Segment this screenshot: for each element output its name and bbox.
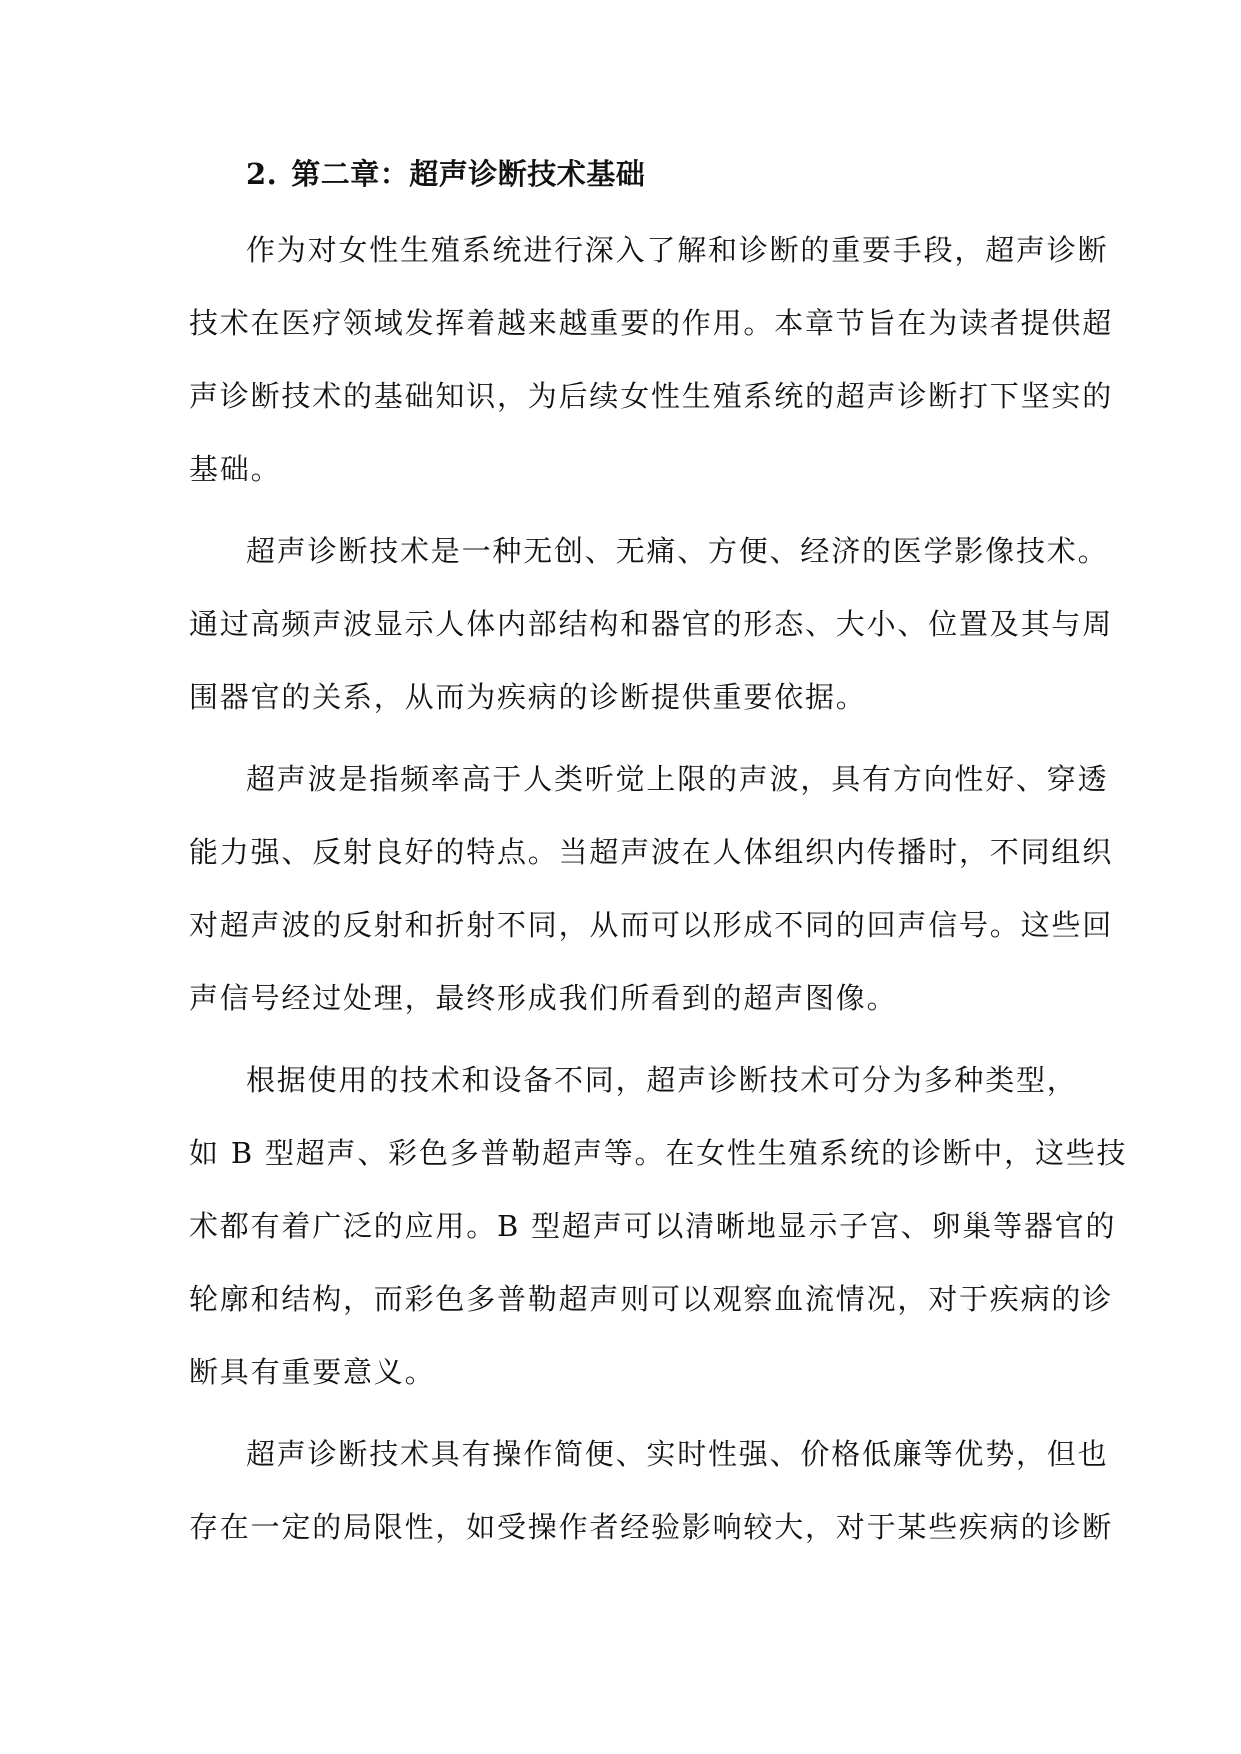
paragraph-line: 术都有着广泛的应用。B 型超声可以清晰地显示子宫、卵巢等器官的 [189,1209,1117,1243]
chapter-number: 2. [246,157,278,191]
paragraph-line: 作为对女性生殖系统进行深入了解和诊断的重要手段，超声诊断 [246,233,1109,267]
paragraph-line: 能力强、反射良好的特点。当超声波在人体组织内传播时，不同组织 [189,835,1114,869]
paragraph-line: 通过高频声波显示人体内部结构和器官的形态、大小、位置及其与周 [189,607,1114,641]
paragraph-line: 超声诊断技术是一种无创、无痛、方便、经济的医学影像技术。 [246,534,1109,568]
paragraph-line: 超声诊断技术具有操作简便、实时性强、价格低廉等优势，但也 [246,1437,1109,1471]
paragraph-line: 技术在医疗领域发挥着越来越重要的作用。本章节旨在为读者提供超 [189,306,1114,340]
paragraph-line: 断具有重要意义。 [189,1355,436,1389]
paragraph-line: 如 B 型超声、彩色多普勒超声等。在女性生殖系统的诊断中，这些技 [189,1136,1128,1170]
paragraph-line: 对超声波的反射和折射不同，从而可以形成不同的回声信号。这些回 [189,908,1114,942]
paragraph-line: 声信号经过处理，最终形成我们所看到的超声图像。 [189,981,898,1015]
paragraph-line: 声诊断技术的基础知识，为后续女性生殖系统的超声诊断打下坚实的 [189,379,1114,413]
paragraph-line: 基础。 [189,452,282,486]
paragraph-line: 围器官的关系，从而为疾病的诊断提供重要依据。 [189,680,867,714]
paragraph-line: 根据使用的技术和设备不同，超声诊断技术可分为多种类型， [246,1063,1078,1097]
paragraph-line: 存在一定的局限性，如受操作者经验影响较大，对于某些疾病的诊断 [189,1510,1114,1544]
chapter-title: 第二章：超声诊断技术基础 [291,157,646,191]
paragraph-line: 轮廓和结构，而彩色多普勒超声则可以观察血流情况，对于疾病的诊 [189,1282,1114,1316]
paragraph-line: 超声波是指频率高于人类听觉上限的声波，具有方向性好、穿透 [246,762,1109,796]
chapter-heading [246,150,645,198]
